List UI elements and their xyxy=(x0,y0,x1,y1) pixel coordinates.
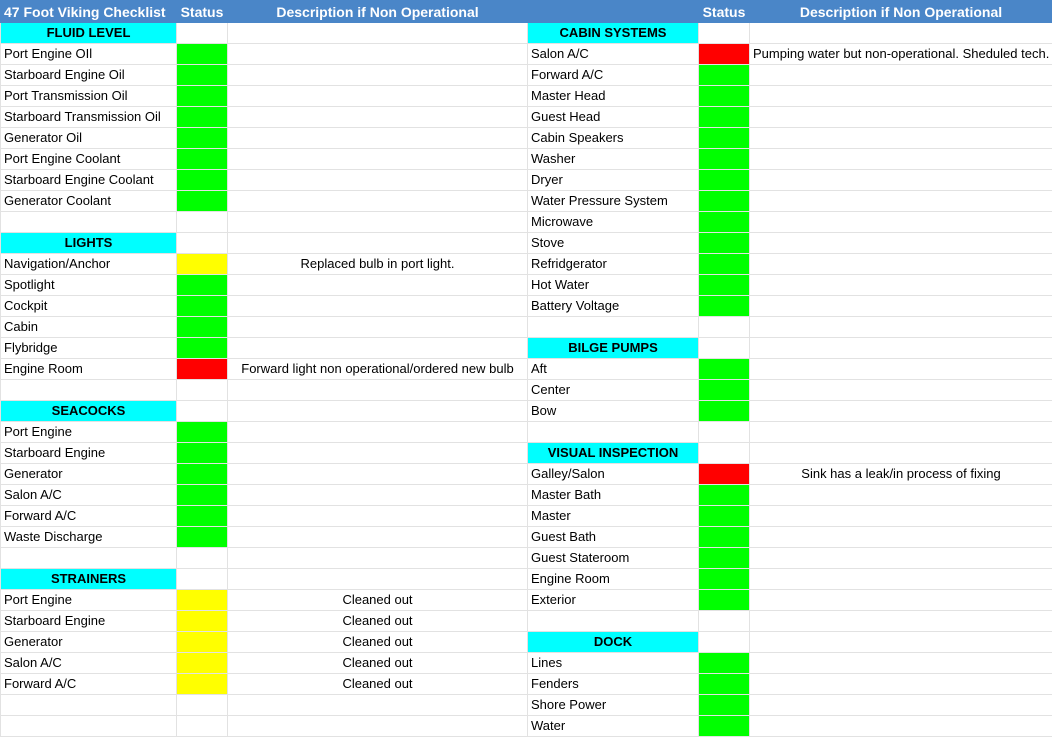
item-cell-right[interactable]: Water Pressure System xyxy=(528,191,699,212)
status-cell-right[interactable] xyxy=(699,422,750,443)
item-cell-right[interactable]: Hot Water xyxy=(528,275,699,296)
description-cell-right[interactable] xyxy=(750,695,1052,716)
item-cell-left[interactable]: Starboard Engine Coolant xyxy=(1,170,177,191)
description-cell-right[interactable] xyxy=(750,317,1052,338)
table-row xyxy=(1,548,1052,569)
item-cell-right[interactable]: Dryer xyxy=(528,170,699,191)
status-cell-left[interactable] xyxy=(177,548,228,569)
description-cell-right[interactable]: Sink has a leak/in process of fixing xyxy=(750,464,1052,485)
table-row xyxy=(1,107,1052,128)
table-row xyxy=(1,338,1052,359)
description-cell-left[interactable] xyxy=(228,149,528,170)
status-cell-left[interactable] xyxy=(177,674,228,695)
table-row xyxy=(1,275,1052,296)
description-cell-right[interactable] xyxy=(750,485,1052,506)
description-cell-right[interactable] xyxy=(750,275,1052,296)
section-header-right[interactable]: DOCK xyxy=(528,632,699,653)
item-cell-left[interactable]: Starboard Engine xyxy=(1,611,177,632)
description-cell-right[interactable] xyxy=(750,359,1052,380)
status-cell-right[interactable] xyxy=(699,44,750,65)
item-cell-left[interactable]: Spotlight xyxy=(1,275,177,296)
item-cell-right[interactable]: Lines xyxy=(528,653,699,674)
header-status[interactable]: Status xyxy=(177,1,228,23)
table-row xyxy=(1,485,1052,506)
table-row xyxy=(1,422,1052,443)
status-cell-right[interactable] xyxy=(699,611,750,632)
status-cell-right[interactable] xyxy=(699,212,750,233)
status-cell-right[interactable] xyxy=(699,233,750,254)
description-cell-left[interactable] xyxy=(228,338,528,359)
description-cell-left[interactable] xyxy=(228,44,528,65)
status-cell-right[interactable] xyxy=(699,338,750,359)
item-cell-left[interactable]: Starboard Engine Oil xyxy=(1,65,177,86)
table-row xyxy=(1,170,1052,191)
item-cell-right[interactable]: Guest Stateroom xyxy=(528,548,699,569)
section-header-left[interactable]: LIGHTS xyxy=(1,233,177,254)
sheet-body xyxy=(1,1,1052,737)
status-cell-left[interactable] xyxy=(177,422,228,443)
table-row xyxy=(1,380,1052,401)
description-cell-right[interactable] xyxy=(750,23,1052,44)
table-row xyxy=(1,359,1052,380)
status-cell-left[interactable] xyxy=(177,590,228,611)
table-row xyxy=(1,632,1052,653)
description-cell-right[interactable] xyxy=(750,254,1052,275)
table-row xyxy=(1,317,1052,338)
table-row xyxy=(1,86,1052,107)
status-cell-left[interactable] xyxy=(177,191,228,212)
description-cell-left[interactable] xyxy=(228,716,528,737)
item-cell-right[interactable]: Water xyxy=(528,716,699,737)
table-row xyxy=(1,254,1052,275)
description-cell-right[interactable] xyxy=(750,233,1052,254)
item-cell-left[interactable]: Generator Oil xyxy=(1,128,177,149)
item-cell-right[interactable]: Washer xyxy=(528,149,699,170)
status-cell-right[interactable] xyxy=(699,191,750,212)
item-cell-left[interactable]: Starboard Engine xyxy=(1,443,177,464)
item-cell-left[interactable]: Forward A/C xyxy=(1,674,177,695)
header-description-2[interactable]: Description if Non Operational xyxy=(750,1,1052,23)
status-cell-left[interactable] xyxy=(177,338,228,359)
item-cell-left[interactable]: Waste Discharge xyxy=(1,527,177,548)
item-cell-left[interactable] xyxy=(1,548,177,569)
table-row xyxy=(1,149,1052,170)
table-row xyxy=(1,23,1052,44)
table-row xyxy=(1,527,1052,548)
item-cell-left[interactable]: Generator xyxy=(1,632,177,653)
description-cell-right[interactable] xyxy=(750,674,1052,695)
item-cell-left[interactable]: Port Engine OIl xyxy=(1,44,177,65)
table-row xyxy=(1,506,1052,527)
header-title[interactable]: 47 Foot Viking Checklist xyxy=(1,1,177,23)
section-header-right[interactable]: BILGE PUMPS xyxy=(528,338,699,359)
item-cell-right[interactable]: Salon A/C xyxy=(528,44,699,65)
table-row xyxy=(1,464,1052,485)
item-cell-right[interactable]: Battery Voltage xyxy=(528,296,699,317)
table-row xyxy=(1,191,1052,212)
status-cell-left[interactable] xyxy=(177,506,228,527)
item-cell-right[interactable]: Forward A/C xyxy=(528,65,699,86)
status-cell-left[interactable] xyxy=(177,296,228,317)
status-cell-left[interactable] xyxy=(177,65,228,86)
item-cell-right[interactable]: Microwave xyxy=(528,212,699,233)
description-cell-right[interactable] xyxy=(750,107,1052,128)
item-cell-right[interactable]: Engine Room xyxy=(528,569,699,590)
item-cell-right[interactable]: Exterior xyxy=(528,590,699,611)
status-cell-left[interactable] xyxy=(177,23,228,44)
item-cell-left[interactable]: Flybridge xyxy=(1,338,177,359)
item-cell-left[interactable]: Generator xyxy=(1,464,177,485)
description-cell-left[interactable] xyxy=(228,443,528,464)
status-cell-right[interactable] xyxy=(699,632,750,653)
item-cell-right[interactable]: Master Head xyxy=(528,86,699,107)
status-cell-right[interactable] xyxy=(699,149,750,170)
section-header-right[interactable]: VISUAL INSPECTION xyxy=(528,443,699,464)
status-cell-left[interactable] xyxy=(177,485,228,506)
table-row xyxy=(1,611,1052,632)
status-cell-left[interactable] xyxy=(177,170,228,191)
table-row xyxy=(1,695,1052,716)
status-cell-right[interactable] xyxy=(699,590,750,611)
table-row xyxy=(1,128,1052,149)
table-row xyxy=(1,569,1052,590)
description-cell-left[interactable] xyxy=(228,191,528,212)
section-header-left[interactable]: STRAINERS xyxy=(1,569,177,590)
description-cell-right[interactable] xyxy=(750,401,1052,422)
item-cell-right[interactable]: Shore Power xyxy=(528,695,699,716)
item-cell-left[interactable]: Cockpit xyxy=(1,296,177,317)
description-cell-right[interactable] xyxy=(750,212,1052,233)
status-cell-right[interactable] xyxy=(699,317,750,338)
status-cell-right[interactable] xyxy=(699,170,750,191)
status-cell-right[interactable] xyxy=(699,674,750,695)
description-cell-left[interactable] xyxy=(228,128,528,149)
description-cell-left[interactable] xyxy=(228,422,528,443)
description-cell-left[interactable] xyxy=(228,695,528,716)
description-cell-right[interactable] xyxy=(750,506,1052,527)
description-cell-right[interactable] xyxy=(750,65,1052,86)
status-cell-left[interactable] xyxy=(177,632,228,653)
description-cell-left[interactable] xyxy=(228,485,528,506)
status-cell-right[interactable] xyxy=(699,401,750,422)
header-row xyxy=(1,1,1052,23)
description-cell-left[interactable]: Cleaned out xyxy=(228,590,528,611)
item-cell-left[interactable]: Generator Coolant xyxy=(1,191,177,212)
status-cell-left[interactable] xyxy=(177,254,228,275)
table-row xyxy=(1,401,1052,422)
status-cell-left[interactable] xyxy=(177,569,228,590)
description-cell-left[interactable] xyxy=(228,170,528,191)
status-cell-right[interactable] xyxy=(699,86,750,107)
status-cell-right[interactable] xyxy=(699,65,750,86)
table-row xyxy=(1,653,1052,674)
header-blank[interactable] xyxy=(528,1,699,23)
section-header-left[interactable]: FLUID LEVEL xyxy=(1,23,177,44)
description-cell-left[interactable] xyxy=(228,296,528,317)
table-row xyxy=(1,590,1052,611)
table-row xyxy=(1,233,1052,254)
item-cell-right[interactable]: Guest Bath xyxy=(528,527,699,548)
status-cell-left[interactable] xyxy=(177,401,228,422)
header-status-2[interactable]: Status xyxy=(699,1,750,23)
item-cell-left[interactable]: Starboard Transmission Oil xyxy=(1,107,177,128)
item-cell-right[interactable]: Center xyxy=(528,380,699,401)
status-cell-left[interactable] xyxy=(177,128,228,149)
description-cell-left[interactable] xyxy=(228,569,528,590)
status-cell-right[interactable] xyxy=(699,128,750,149)
description-cell-left[interactable]: Cleaned out xyxy=(228,653,528,674)
item-cell-left[interactable]: Salon A/C xyxy=(1,485,177,506)
description-cell-left[interactable] xyxy=(228,527,528,548)
section-header-left[interactable]: SEACOCKS xyxy=(1,401,177,422)
status-cell-left[interactable] xyxy=(177,149,228,170)
table-row xyxy=(1,44,1052,65)
description-cell-right[interactable] xyxy=(750,611,1052,632)
status-cell-right[interactable] xyxy=(699,527,750,548)
description-cell-right[interactable]: Pumping water but non-operational. Sheduled tech. xyxy=(750,44,1052,65)
status-cell-right[interactable] xyxy=(699,23,750,44)
item-cell-right[interactable] xyxy=(528,317,699,338)
item-cell-right[interactable] xyxy=(528,611,699,632)
description-cell-right[interactable] xyxy=(750,170,1052,191)
description-cell-left[interactable] xyxy=(228,107,528,128)
description-cell-left[interactable]: Replaced bulb in port light. xyxy=(228,254,528,275)
status-cell-left[interactable] xyxy=(177,653,228,674)
description-cell-left[interactable] xyxy=(228,506,528,527)
item-cell-left[interactable] xyxy=(1,380,177,401)
item-cell-left[interactable]: Port Transmission Oil xyxy=(1,86,177,107)
header-description[interactable]: Description if Non Operational xyxy=(228,1,528,23)
description-cell-left[interactable] xyxy=(228,464,528,485)
table-row xyxy=(1,674,1052,695)
item-cell-left[interactable]: Cabin xyxy=(1,317,177,338)
table-row xyxy=(1,212,1052,233)
description-cell-left[interactable]: Cleaned out xyxy=(228,611,528,632)
item-cell-right[interactable] xyxy=(528,422,699,443)
status-cell-right[interactable] xyxy=(699,380,750,401)
status-cell-right[interactable] xyxy=(699,653,750,674)
status-cell-left[interactable] xyxy=(177,44,228,65)
description-cell-right[interactable] xyxy=(750,338,1052,359)
item-cell-right[interactable]: Fenders xyxy=(528,674,699,695)
status-cell-left[interactable] xyxy=(177,380,228,401)
status-cell-right[interactable] xyxy=(699,485,750,506)
status-cell-left[interactable] xyxy=(177,359,228,380)
description-cell-left[interactable]: Cleaned out xyxy=(228,632,528,653)
status-cell-right[interactable] xyxy=(699,695,750,716)
description-cell-left[interactable]: Forward light non operational/ordered new bulb xyxy=(228,359,528,380)
item-cell-left[interactable]: Salon A/C xyxy=(1,653,177,674)
status-cell-left[interactable] xyxy=(177,464,228,485)
description-cell-right[interactable] xyxy=(750,380,1052,401)
item-cell-right[interactable]: Galley/Salon xyxy=(528,464,699,485)
table-row xyxy=(1,65,1052,86)
status-cell-left[interactable] xyxy=(177,527,228,548)
status-cell-left[interactable] xyxy=(177,212,228,233)
item-cell-right[interactable]: Bow xyxy=(528,401,699,422)
item-cell-right[interactable]: Master xyxy=(528,506,699,527)
description-cell-right[interactable] xyxy=(750,632,1052,653)
description-cell-left[interactable] xyxy=(228,275,528,296)
item-cell-left[interactable]: Engine Room xyxy=(1,359,177,380)
item-cell-left[interactable]: Port Engine xyxy=(1,422,177,443)
item-cell-right[interactable]: Cabin Speakers xyxy=(528,128,699,149)
section-header-right[interactable]: CABIN SYSTEMS xyxy=(528,23,699,44)
table-row xyxy=(1,716,1052,737)
status-cell-right[interactable] xyxy=(699,296,750,317)
description-cell-right[interactable] xyxy=(750,296,1052,317)
description-cell-right[interactable] xyxy=(750,191,1052,212)
status-cell-right[interactable] xyxy=(699,464,750,485)
table-row xyxy=(1,443,1052,464)
status-cell-right[interactable] xyxy=(699,275,750,296)
item-cell-left[interactable] xyxy=(1,212,177,233)
status-cell-right[interactable] xyxy=(699,716,750,737)
status-cell-left[interactable] xyxy=(177,695,228,716)
description-cell-right[interactable] xyxy=(750,149,1052,170)
description-cell-left[interactable] xyxy=(228,380,528,401)
description-cell-right[interactable] xyxy=(750,548,1052,569)
item-cell-right[interactable]: Stove xyxy=(528,233,699,254)
status-cell-left[interactable] xyxy=(177,233,228,254)
status-cell-left[interactable] xyxy=(177,86,228,107)
description-cell-right[interactable] xyxy=(750,443,1052,464)
description-cell-left[interactable] xyxy=(228,86,528,107)
description-cell-right[interactable] xyxy=(750,128,1052,149)
status-cell-left[interactable] xyxy=(177,611,228,632)
status-cell-right[interactable] xyxy=(699,254,750,275)
status-cell-left[interactable] xyxy=(177,443,228,464)
status-cell-left[interactable] xyxy=(177,275,228,296)
description-cell-left[interactable] xyxy=(228,317,528,338)
item-cell-left[interactable] xyxy=(1,716,177,737)
description-cell-left[interactable] xyxy=(228,23,528,44)
description-cell-left[interactable] xyxy=(228,65,528,86)
description-cell-right[interactable] xyxy=(750,590,1052,611)
item-cell-left[interactable] xyxy=(1,695,177,716)
description-cell-left[interactable] xyxy=(228,548,528,569)
status-cell-left[interactable] xyxy=(177,107,228,128)
status-cell-left[interactable] xyxy=(177,716,228,737)
item-cell-left[interactable]: Port Engine xyxy=(1,590,177,611)
item-cell-left[interactable]: Forward A/C xyxy=(1,506,177,527)
status-cell-right[interactable] xyxy=(699,548,750,569)
description-cell-left[interactable] xyxy=(228,212,528,233)
item-cell-right[interactable]: Master Bath xyxy=(528,485,699,506)
description-cell-right[interactable] xyxy=(750,86,1052,107)
status-cell-left[interactable] xyxy=(177,317,228,338)
item-cell-left[interactable]: Navigation/Anchor xyxy=(1,254,177,275)
item-cell-right[interactable]: Refridgerator xyxy=(528,254,699,275)
description-cell-left[interactable] xyxy=(228,401,528,422)
description-cell-left[interactable]: Cleaned out xyxy=(228,674,528,695)
description-cell-left[interactable] xyxy=(228,233,528,254)
description-cell-right[interactable] xyxy=(750,716,1052,737)
description-cell-right[interactable] xyxy=(750,527,1052,548)
item-cell-right[interactable]: Guest Head xyxy=(528,107,699,128)
table-row xyxy=(1,296,1052,317)
status-cell-right[interactable] xyxy=(699,569,750,590)
status-cell-right[interactable] xyxy=(699,443,750,464)
item-cell-left[interactable]: Port Engine Coolant xyxy=(1,149,177,170)
status-cell-right[interactable] xyxy=(699,359,750,380)
description-cell-right[interactable] xyxy=(750,569,1052,590)
description-cell-right[interactable] xyxy=(750,653,1052,674)
item-cell-right[interactable]: Aft xyxy=(528,359,699,380)
status-cell-right[interactable] xyxy=(699,107,750,128)
description-cell-right[interactable] xyxy=(750,422,1052,443)
status-cell-right[interactable] xyxy=(699,506,750,527)
